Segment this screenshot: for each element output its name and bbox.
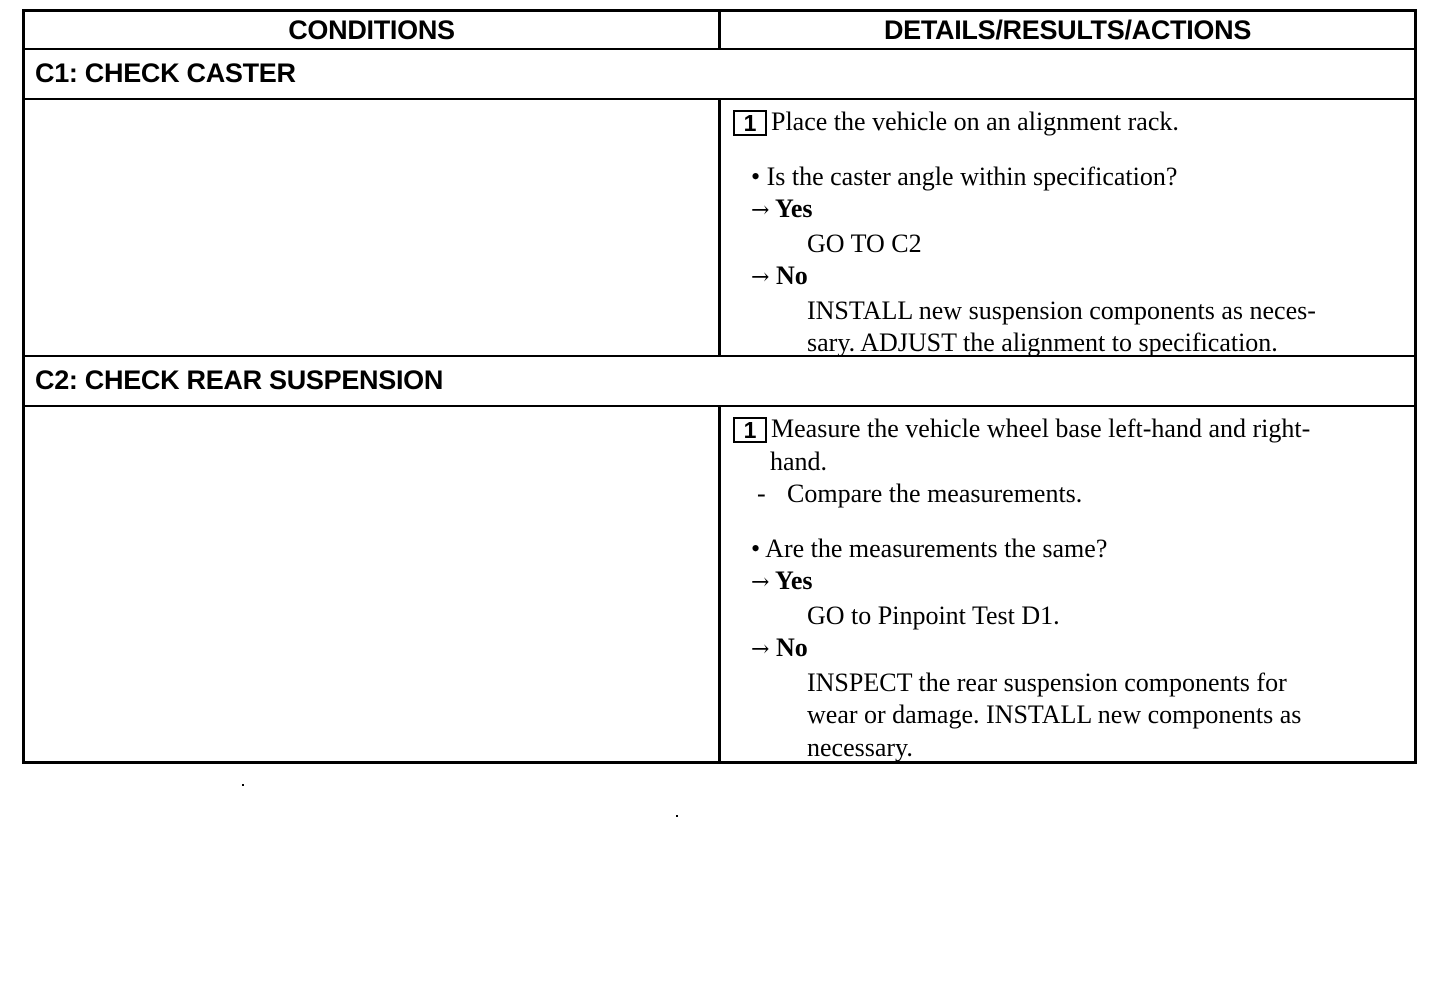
no-action-line: necessary. — [807, 732, 913, 762]
details-cell-c2 — [721, 407, 1414, 761]
no-action-line: INSPECT the rear suspension components for — [807, 667, 1287, 697]
table-header-row — [25, 12, 1414, 50]
step-item — [733, 413, 1414, 446]
scan-speck — [676, 815, 678, 817]
yes-action: GO to Pinpoint Test D1. — [807, 600, 1060, 630]
yes-label: Yes — [774, 194, 813, 223]
yes-branch — [733, 565, 1414, 600]
yes-action: GO TO C2 — [807, 228, 922, 258]
conditions-cell-c1 — [25, 100, 721, 355]
step-text: Place the vehicle on an alignment rack. — [771, 107, 1179, 136]
no-label: No — [775, 261, 808, 290]
step-text-continuation: hand. — [770, 446, 828, 476]
question-text: • Are the measurements the same? — [751, 533, 1108, 563]
question-text: • Is the caster angle within specification? — [751, 161, 1178, 191]
details-cell-c1 — [721, 100, 1414, 355]
conditions-cell-c2 — [25, 407, 721, 761]
step-text: Measure the vehicle wheel base left-hand and right- — [771, 414, 1311, 443]
yes-branch — [733, 193, 1414, 228]
sub-step — [733, 478, 1414, 511]
no-action-line: INSTALL new suspension components as neces- — [807, 295, 1316, 325]
step-number-box: 1 — [733, 110, 767, 136]
section-body-c2 — [25, 407, 1414, 761]
arrow-icon: → — [751, 637, 770, 662]
no-branch — [733, 632, 1414, 667]
no-branch — [733, 260, 1414, 295]
diagnostic-table — [22, 9, 1417, 764]
section-title-c2: C2: CHECK REAR SUSPENSION — [25, 357, 1414, 407]
yes-label: Yes — [774, 566, 813, 595]
arrow-icon: → — [751, 570, 770, 595]
scan-speck — [242, 784, 244, 786]
section-body-c1 — [25, 100, 1414, 357]
no-label: No — [775, 633, 808, 662]
section-title-c1: C1: CHECK CASTER — [25, 50, 1414, 100]
details-header: DETAILS/RESULTS/ACTIONS — [883, 15, 1252, 45]
no-action-line: wear or damage. INSTALL new components as — [807, 700, 1302, 729]
arrow-icon: → — [751, 198, 770, 223]
arrow-icon: → — [751, 265, 770, 290]
step-item — [733, 106, 1414, 139]
sub-step-text: Compare the measurements. — [787, 479, 1083, 508]
dash-mark: - — [757, 479, 766, 508]
step-number-box: 1 — [733, 417, 767, 443]
no-action-line: sary. ADJUST the alignment to specification. — [807, 328, 1278, 357]
conditions-header: CONDITIONS — [25, 12, 721, 48]
